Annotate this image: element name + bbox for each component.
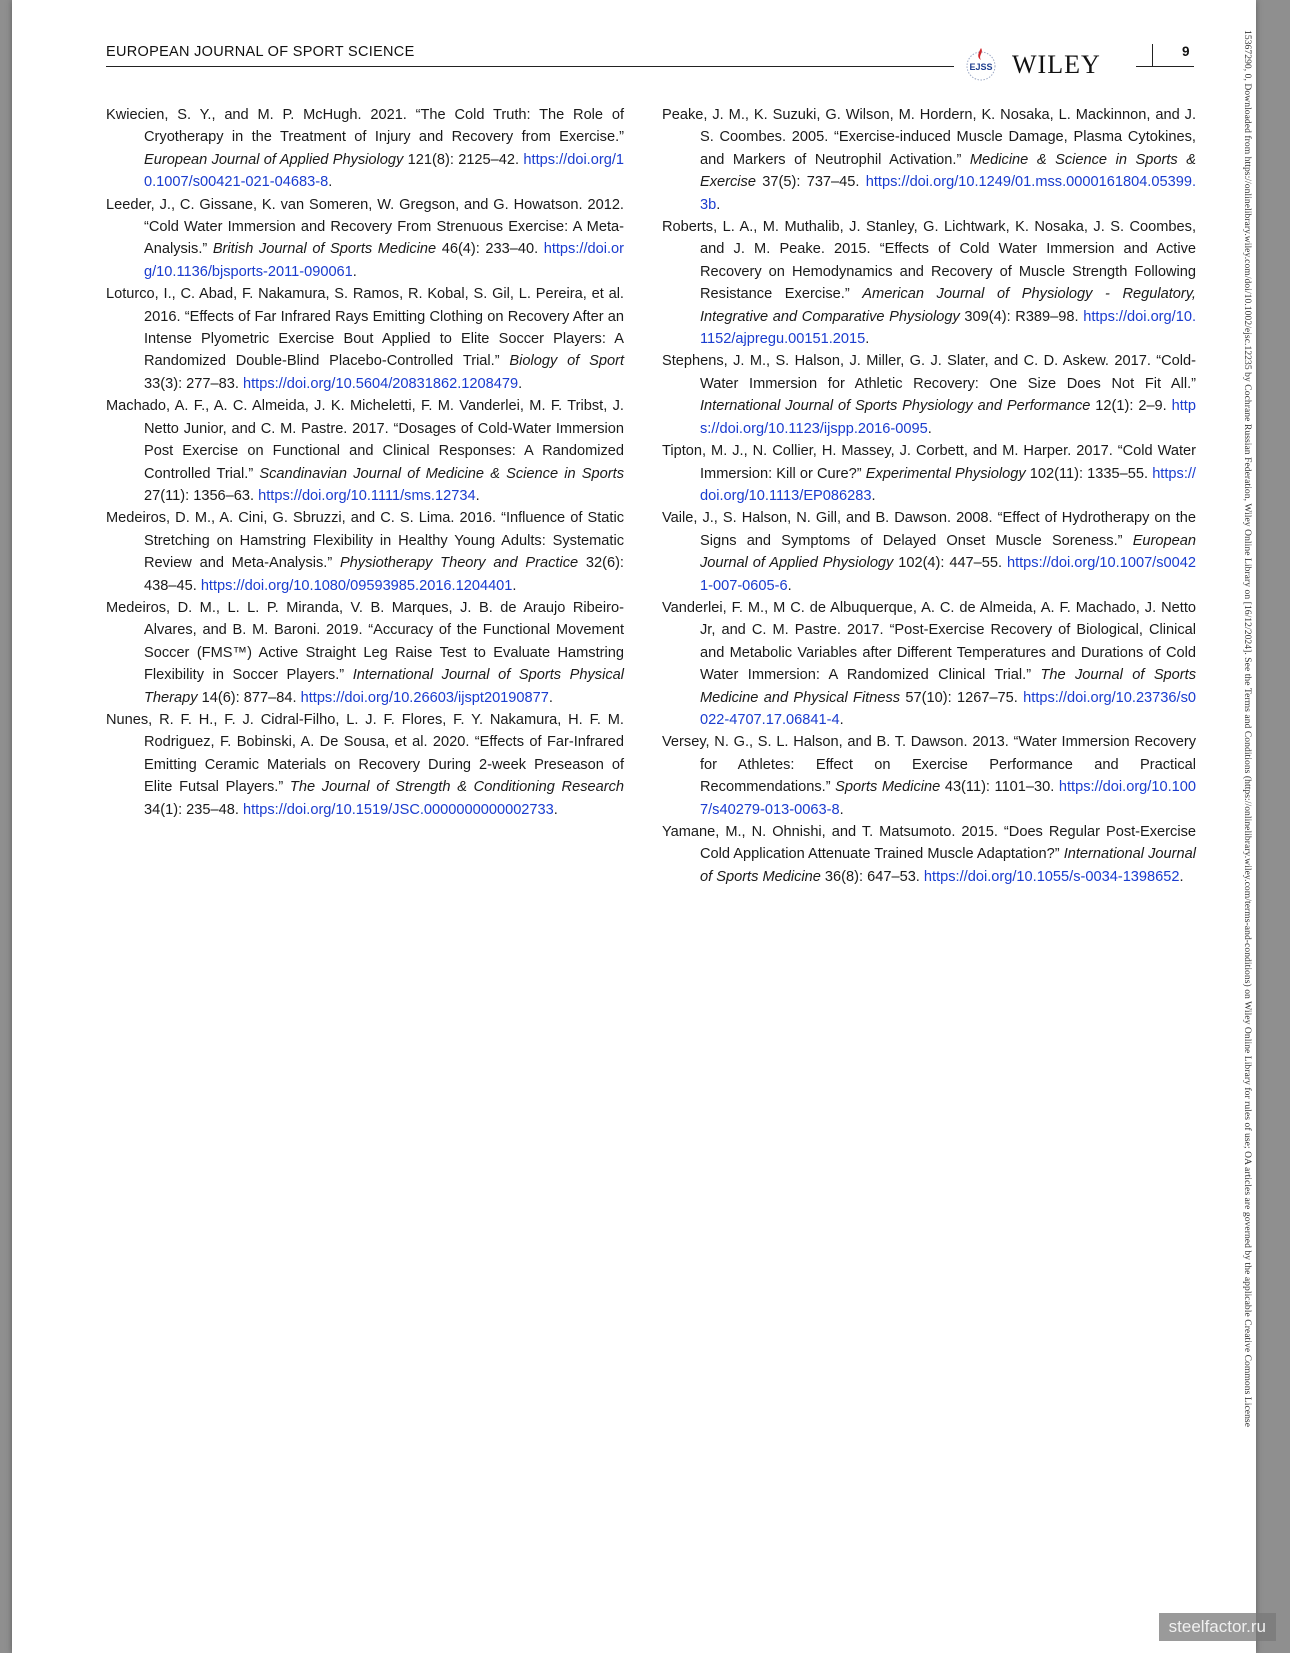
reference-text: Tipton, M. J., N. Collier, H. Massey, J. Corbett, and M. Harper. 2017. “Cold Water Immersion: Kill or Cure?”: [662, 443, 1196, 482]
reference-entry: [662, 821, 1196, 888]
reference-end: .: [871, 487, 876, 504]
doi-link[interactable]: https://doi.org/10.1519/JSC.0000000000002733: [243, 801, 554, 818]
header-rule: [106, 66, 954, 67]
reference-journal: European Journal of Applied Physiology: [144, 151, 404, 168]
reference-journal: International Journal of Sports Physiology and Performance: [700, 398, 1091, 415]
reference-journal: American Journal of Physiology - Regulatory, Integrative and Comparative Physiology: [700, 286, 1196, 325]
reference-text: Yamane, M., N. Ohnishi, and T. Matsumoto. 2015. “Does Regular Post-Exercise Cold Application Attenuate Trained Muscle Adaptation?”: [662, 824, 1196, 863]
reference-volume: 102(11): 1335–55.: [1025, 465, 1153, 482]
reference-end: .: [1179, 868, 1184, 885]
page-header: [106, 40, 1196, 79]
doi-link[interactable]: https://doi.org/10.1007/s00421-021-04683-8: [144, 151, 625, 191]
reference-entry: [106, 395, 624, 507]
reference-entry: [662, 350, 1196, 440]
watermark: steelfactor.ru: [1159, 1613, 1276, 1641]
reference-volume: 27(11): 1356–63.: [144, 487, 259, 504]
doi-link[interactable]: https://doi.org/10.1136/bjsports-2011-090061: [144, 241, 625, 280]
reference-text: Vaile, J., S. Halson, N. Gill, and B. Dawson. 2008. “Effect of Hydrotherapy on the Signs and Symptoms of Delayed Onset Muscle Soreness.”: [662, 510, 1196, 549]
reference-text: Peake, J. M., K. Suzuki, G. Wilson, M. Hordern, K. Nosaka, L. Mackinnon, and J. S. Coombes. 2005. “Exercise-induced Muscle Damage, Plasma Cytokines, and Markers of Neutrophil Activation.”: [662, 107, 1196, 168]
reference-end: .: [716, 196, 721, 213]
reference-journal: International Journal of Sports Medicine: [700, 846, 1196, 885]
reference-end: .: [787, 577, 792, 594]
reference-end: .: [328, 174, 333, 191]
reference-volume: 46(4): 233–40.: [436, 241, 544, 258]
reference-end: .: [839, 711, 844, 728]
reference-text: Machado, A. F., A. C. Almeida, J. K. Micheletti, F. M. Vanderlei, M. F. Tribst, J. Netto Junior, and C. M. Pastre. 2017. “Dosages of Cold-Water Immersion Post Exercise on Functional and Clinical Responses: A Randomized Controlled Trial.”: [106, 398, 624, 482]
reference-entry: [662, 440, 1196, 507]
reference-end: .: [512, 577, 517, 594]
reference-journal: The Journal of Sports Medicine and Physical Fitness: [700, 667, 1196, 706]
reference-volume: 33(3): 277–83.: [144, 375, 243, 392]
doi-link[interactable]: https://doi.org/10.1152/ajpregu.00151.2015: [700, 308, 1197, 348]
references-left-column: [106, 104, 624, 821]
doi-link[interactable]: https://doi.org/10.1055/s-0034-1398652: [923, 868, 1180, 885]
reference-entry: [106, 507, 624, 597]
doi-link[interactable]: https://doi.org/10.1123/ijspp.2016-0095: [700, 398, 1196, 437]
reference-journal: Physiotherapy Theory and Practice: [339, 555, 579, 572]
reference-volume: 37(5): 737–45.: [755, 174, 866, 191]
reference-volume: 32(6): 438–45.: [144, 555, 624, 594]
reference-volume: 57(10): 1267–75.: [900, 689, 1024, 706]
reference-text: Medeiros, D. M., A. Cini, G. Sbruzzi, and C. S. Lima. 2016. “Influence of Static Stretching on Hamstring Flexibility in Healthy Young Adults: Systematic Review and Meta-Analysis.”: [106, 510, 624, 572]
reference-end: .: [839, 801, 844, 818]
reference-entry: [106, 597, 624, 709]
reference-volume: 34(1): 235–48.: [144, 801, 243, 818]
reference-entry: [662, 216, 1196, 350]
header-rule-right: [1136, 66, 1194, 67]
reference-text: Loturco, I., C. Abad, F. Nakamura, S. Ramos, R. Kobal, S. Gil, L. Pereira, et al. 2016. “Effects of Far Infrared Rays Emitting Clothing on Recovery After an Intense Plyometric Exercise Bout Applied to Elite Soccer Players: A Randomized Double-Blind Placebo-Controlled Trial.”: [106, 286, 624, 370]
reference-entry: [662, 104, 1196, 216]
doi-link[interactable]: https://doi.org/10.1111/sms.12734: [258, 487, 476, 504]
reference-entry: [662, 507, 1196, 597]
reference-journal: Sports Medicine: [835, 779, 941, 796]
doi-link[interactable]: https://doi.org/10.5604/20831862.1208479: [243, 375, 519, 392]
publisher-logo: WILEY: [1012, 50, 1101, 79]
reference-journal: Scandinavian Journal of Medicine & Science in Sports: [259, 465, 624, 482]
reference-volume: 12(1): 2–9.: [1090, 398, 1172, 415]
reference-end: .: [553, 801, 558, 818]
reference-volume: 43(11): 1101–30.: [940, 779, 1059, 796]
reference-end: .: [865, 331, 870, 348]
doi-link[interactable]: https://doi.org/10.1113/EP086283: [700, 465, 1196, 504]
reference-text: Nunes, R. F. H., F. J. Cidral-Filho, L. J. F. Flores, F. Y. Nakamura, H. F. M. Rodriguez, F. Bobinski, A. De Sousa, et al. 2020. “Effects of Far-Infrared Emitting Ceramic Materials on Recovery During 2-week Preseason of Elite Futsal Players.”: [106, 711, 624, 796]
reference-journal: British Journal of Sports Medicine: [212, 241, 437, 258]
reference-journal: The Journal of Strength & Conditioning Research: [289, 779, 625, 796]
reference-journal: Experimental Physiology: [865, 465, 1026, 482]
reference-text: Stephens, J. M., S. Halson, J. Miller, G. J. Slater, and C. D. Askew. 2017. “Cold- Water Immersion for Athletic Recovery: One Size Does Not Fit All.”: [662, 353, 1196, 392]
header-divider: [1152, 44, 1153, 66]
doi-link[interactable]: https://doi.org/10.1249/01.mss.0000161804.05399.3b: [700, 174, 1196, 213]
reference-volume: 14(6): 877–84.: [197, 689, 301, 706]
reference-entry: [106, 104, 624, 194]
page-number: 9: [1182, 44, 1190, 59]
reference-text: Vanderlei, F. M., M C. de Albuquerque, A. C. de Almeida, A. F. Machado, J. Netto Jr, and C. M. Pastre. 2017. “Post-Exercise Recovery of Biological, Clinical and Metabolic Variables after Different Temperatures and Durations of Cold Water Immersion: A Randomized Clinical Trial.”: [662, 599, 1196, 684]
reference-text: Medeiros, D. M., L. L. P. Miranda, V. B. Marques, J. B. de Araujo Ribeiro-Alvares, and B. M. Baroni. 2019. “Accuracy of the Functional Movement Soccer (FMS™) Active Straight Leg Raise Test to Evaluate Hamstring Flexibility in Soccer Players.”: [106, 599, 624, 684]
journal-title: EUROPEAN JOURNAL OF SPORT SCIENCE: [106, 44, 415, 60]
reference-end: .: [927, 420, 932, 437]
reference-journal: Medicine & Science in Sports & Exercise: [700, 151, 1196, 191]
reference-text: Versey, N. G., S. L. Halson, and B. T. Dawson. 2013. “Water Immersion Recovery for Athletes: Effect on Exercise Performance and Practical Recommendations.”: [662, 734, 1196, 796]
reference-entry: [106, 194, 624, 284]
ejss-logo: [954, 46, 1008, 82]
reference-end: .: [518, 375, 523, 392]
reference-text: Kwiecien, S. Y., and M. P. McHugh. 2021. “The Cold Truth: The Role of Cryotherapy in the Treatment of Injury and Recovery from Exercise.”: [106, 107, 624, 146]
doi-link[interactable]: https://doi.org/10.26603/ijspt20190877: [300, 689, 549, 706]
doi-link[interactable]: https://doi.org/10.1080/09593985.2016.1204401: [200, 577, 513, 594]
reference-entry: [106, 283, 624, 395]
reference-entry: [106, 709, 624, 821]
reference-volume: 102(4): 447–55.: [893, 555, 1007, 572]
reference-journal: International Journal of Sports Physical Therapy: [144, 667, 624, 706]
reference-journal: Biology of Sport: [509, 353, 624, 370]
reference-entry: [662, 597, 1196, 731]
reference-journal: European Journal of Applied Physiology: [700, 532, 1196, 572]
doi-link[interactable]: https://doi.org/10.1007/s00421-007-0605-6: [700, 555, 1197, 594]
doi-link[interactable]: https://doi.org/10.1007/s40279-013-0063-8: [700, 779, 1196, 818]
reference-entry: [662, 731, 1196, 821]
doi-link[interactable]: https://doi.org/10.23736/s0022-4707.17.06841-4: [700, 689, 1196, 728]
reference-end: .: [352, 263, 357, 280]
reference-volume: 36(8): 647–53.: [820, 868, 924, 885]
reference-volume: 121(8): 2125–42.: [403, 151, 524, 168]
reference-end: .: [548, 689, 553, 706]
download-notice: 15367290, 0, Downloaded from https://onlinelibrary.wiley.com/doi/10.1002/ejsc.12235 by Cochrane Russian Federation, Wiley Online Library on [16/12/2024]. See the Terms and Conditions (https://onlinelibrary.wiley.com/terms-and-conditions) on Wiley Online Library for rules of use; OA articles are governed by the applicable Creative Commons License: [1242, 30, 1253, 1428]
pdf-page: [12, 0, 1256, 1653]
references-right-column: [662, 104, 1196, 888]
reference-text: Leeder, J., C. Gissane, K. van Someren, W. Gregson, and G. Howatson. 2012. “Cold Water Immersion and Recovery From Strenuous Exercise: A Meta-Analysis.”: [106, 196, 624, 258]
reference-end: .: [475, 487, 480, 504]
reference-text: Roberts, L. A., M. Muthalib, J. Stanley, G. Lichtwark, K. Nosaka, J. S. Coombes, and J. M. Peake. 2015. “Effects of Cold Water Immersion and Active Recovery on Hemodynamics and Recovery of Muscle Strength Following Resistance Exercise.”: [662, 219, 1196, 303]
reference-volume: 309(4): R389–98.: [959, 308, 1084, 325]
logo-text: EJSS: [969, 62, 993, 72]
